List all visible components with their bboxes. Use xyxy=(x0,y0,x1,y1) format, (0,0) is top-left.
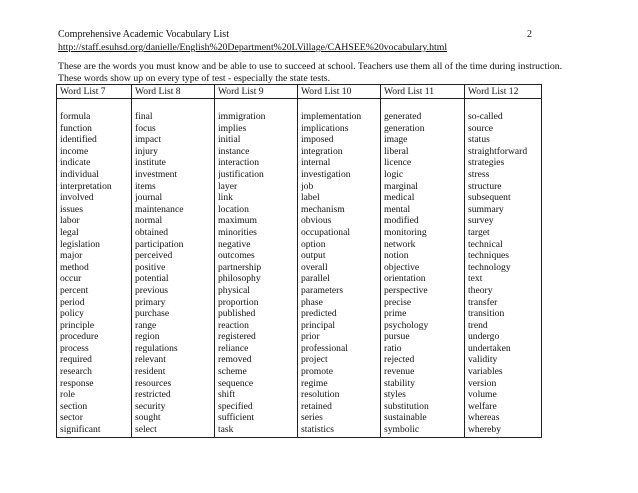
vocabulary-word: injury xyxy=(135,145,158,157)
vocabulary-word: formula xyxy=(60,111,91,122)
vocabulary-word: labor xyxy=(60,215,80,227)
vocabulary-word: physical xyxy=(218,284,250,296)
header-row xyxy=(58,28,532,41)
vocabulary-word: internal xyxy=(301,157,331,169)
vocabulary-word: parameters xyxy=(301,284,344,296)
source-url-link[interactable]: http://staff.esuhsd.org/danielle/English%20Department%20LVillage/CAHSEE%20vocabulary.html xyxy=(58,42,448,53)
vocabulary-word: minorities xyxy=(218,226,257,238)
vocabulary-word: mental xyxy=(384,203,411,215)
vocabulary-word: income xyxy=(60,145,89,157)
vocabulary-table xyxy=(56,84,542,438)
vocabulary-word: previous xyxy=(135,284,169,296)
vocabulary-word: published xyxy=(218,308,256,320)
vocabulary-word: obvious xyxy=(301,215,332,227)
vocabulary-word: output xyxy=(301,250,326,262)
vocabulary-word: notion xyxy=(384,250,409,262)
word-list-cell xyxy=(132,99,215,438)
vocabulary-word: validity xyxy=(468,354,498,366)
column-header: Word List 11 xyxy=(381,85,465,99)
vocabulary-word: statistics xyxy=(301,424,335,436)
vocabulary-word: survey xyxy=(468,215,494,227)
vocabulary-word: policy xyxy=(60,308,84,320)
vocabulary-word: maximum xyxy=(218,215,257,227)
vocabulary-word: region xyxy=(135,331,160,343)
vocabulary-word: regime xyxy=(301,377,328,389)
vocabulary-word: perspective xyxy=(384,284,428,296)
vocabulary-word: generation xyxy=(384,122,425,134)
vocabulary-word: research xyxy=(60,366,92,378)
vocabulary-word: technical xyxy=(468,238,503,250)
vocabulary-word: sufficient xyxy=(218,412,255,424)
vocabulary-word: legislation xyxy=(60,238,100,250)
vocabulary-word: section xyxy=(60,400,88,412)
vocabulary-word: job xyxy=(301,180,314,192)
vocabulary-word: structure xyxy=(468,180,502,192)
vocabulary-word: so-called xyxy=(468,111,503,122)
vocabulary-word: trend xyxy=(468,319,488,331)
vocabulary-word: substitution xyxy=(384,400,429,412)
vocabulary-word: philosophy xyxy=(218,273,261,285)
word-list-cell xyxy=(215,99,298,438)
column-header: Word List 10 xyxy=(298,85,381,99)
vocabulary-word: registered xyxy=(218,331,256,343)
vocabulary-word: undergo xyxy=(468,331,500,343)
vocabulary-word: precise xyxy=(384,296,412,308)
vocabulary-word: imposed xyxy=(301,134,334,146)
vocabulary-word: legal xyxy=(60,226,79,238)
table-body-row xyxy=(57,99,542,438)
vocabulary-word: range xyxy=(135,319,157,331)
vocabulary-word: individual xyxy=(60,168,99,180)
vocabulary-word: objective xyxy=(384,261,420,273)
vocabulary-word: network xyxy=(384,238,416,250)
vocabulary-word: techniques xyxy=(468,250,510,262)
vocabulary-word: text xyxy=(468,273,483,285)
document-title: Comprehensive Academic Vocabulary List xyxy=(58,29,229,40)
vocabulary-word: select xyxy=(135,424,157,436)
vocabulary-word: potential xyxy=(135,273,169,285)
vocabulary-word: obtained xyxy=(135,226,169,238)
vocabulary-word: styles xyxy=(384,389,406,401)
vocabulary-word: sought xyxy=(135,412,161,424)
vocabulary-word: project xyxy=(301,354,328,366)
vocabulary-word: source xyxy=(468,122,494,134)
vocabulary-word: justification xyxy=(218,168,264,180)
vocabulary-word: major xyxy=(60,250,83,262)
vocabulary-word: occur xyxy=(60,273,82,285)
vocabulary-word: implementation xyxy=(301,111,362,122)
vocabulary-word: items xyxy=(135,180,156,192)
vocabulary-word: prior xyxy=(301,331,320,343)
table-header-row xyxy=(57,85,542,99)
vocabulary-word: scheme xyxy=(218,366,247,378)
vocabulary-word: removed xyxy=(218,354,252,366)
vocabulary-word: partnership xyxy=(218,261,262,273)
vocabulary-word: link xyxy=(218,192,233,204)
intro-text xyxy=(58,61,563,85)
vocabulary-word: response xyxy=(60,377,94,389)
vocabulary-word: summary xyxy=(468,203,504,215)
vocabulary-word: process xyxy=(60,342,89,354)
vocabulary-word: interpretation xyxy=(60,180,112,192)
vocabulary-word: monitoring xyxy=(384,226,427,238)
vocabulary-word: logic xyxy=(384,168,404,180)
vocabulary-word: immigration xyxy=(218,111,266,122)
vocabulary-word: welfare xyxy=(468,400,497,412)
vocabulary-word: layer xyxy=(218,180,238,192)
vocabulary-word: revenue xyxy=(384,366,415,378)
vocabulary-word: target xyxy=(468,226,490,238)
vocabulary-word: implies xyxy=(218,122,247,134)
vocabulary-word: modified xyxy=(384,215,419,227)
vocabulary-word: status xyxy=(468,134,490,146)
word-list-cell xyxy=(465,99,542,438)
vocabulary-word: ratio xyxy=(384,342,402,354)
vocabulary-word: orientation xyxy=(384,273,426,285)
vocabulary-word: shift xyxy=(218,389,236,401)
vocabulary-word: issues xyxy=(60,203,83,215)
column-header: Word List 8 xyxy=(132,85,215,99)
vocabulary-word: marginal xyxy=(384,180,418,192)
vocabulary-word: period xyxy=(60,296,85,308)
vocabulary-word: impact xyxy=(135,134,162,146)
vocabulary-word: professional xyxy=(301,342,348,354)
intro-line-1: These are the words you must know and be able to use to succeed at school. Teachers use them all of the time during instruction. xyxy=(58,61,563,72)
vocabulary-word: relevant xyxy=(135,354,166,366)
vocabulary-word: predicted xyxy=(301,308,337,320)
vocabulary-word: implications xyxy=(301,122,349,134)
vocabulary-word: sector xyxy=(60,412,83,424)
vocabulary-word: option xyxy=(301,238,326,250)
vocabulary-word: strategies xyxy=(468,157,505,169)
vocabulary-word: image xyxy=(384,134,408,146)
vocabulary-word: volume xyxy=(468,389,497,401)
vocabulary-word: restricted xyxy=(135,389,171,401)
column-header: Word List 7 xyxy=(57,85,132,99)
vocabulary-word: sequence xyxy=(218,377,254,389)
vocabulary-word: transition xyxy=(468,308,505,320)
vocabulary-word: investment xyxy=(135,168,178,180)
vocabulary-word: resolution xyxy=(301,389,340,401)
vocabulary-word: reaction xyxy=(218,319,249,331)
vocabulary-word: positive xyxy=(135,261,166,273)
vocabulary-word: principle xyxy=(60,319,95,331)
word-list-cell xyxy=(57,99,132,438)
vocabulary-word: resident xyxy=(135,366,166,378)
vocabulary-word: subsequent xyxy=(468,192,511,204)
vocabulary-word: reliance xyxy=(218,342,249,354)
vocabulary-word: symbolic xyxy=(384,424,420,436)
vocabulary-word: maintenance xyxy=(135,203,184,215)
vocabulary-word: mechanism xyxy=(301,203,345,215)
vocabulary-word: task xyxy=(218,424,234,436)
vocabulary-word: indicate xyxy=(60,157,91,169)
vocabulary-word: rejected xyxy=(384,354,415,366)
vocabulary-word: promote xyxy=(301,366,333,378)
vocabulary-word: sustainable xyxy=(384,412,427,424)
page-number: 2 xyxy=(527,29,532,40)
column-header: Word List 9 xyxy=(215,85,298,99)
vocabulary-word: proportion xyxy=(218,296,259,308)
word-list-cell xyxy=(381,99,465,438)
vocabulary-word: retained xyxy=(301,400,332,412)
vocabulary-word: initial xyxy=(218,134,241,146)
column-header: Word List 12 xyxy=(465,85,542,99)
vocabulary-word: whereas xyxy=(468,412,500,424)
vocabulary-word: negative xyxy=(218,238,251,250)
page-header xyxy=(58,28,532,54)
vocabulary-word: undertaken xyxy=(468,342,511,354)
vocabulary-word: purchase xyxy=(135,308,170,320)
vocabulary-word: instance xyxy=(218,145,250,157)
vocabulary-word: percent xyxy=(60,284,89,296)
vocabulary-word: technology xyxy=(468,261,511,273)
vocabulary-word: liberal xyxy=(384,145,409,157)
vocabulary-word: theory xyxy=(468,284,493,296)
vocabulary-word: occupational xyxy=(301,226,351,238)
vocabulary-word: primary xyxy=(135,296,166,308)
vocabulary-word: generated xyxy=(384,111,422,122)
vocabulary-word: institute xyxy=(135,157,166,169)
vocabulary-word: identified xyxy=(60,134,97,146)
vocabulary-word: specified xyxy=(218,400,253,412)
vocabulary-word: stability xyxy=(384,377,415,389)
vocabulary-word: participation xyxy=(135,238,184,250)
vocabulary-word: psychology xyxy=(384,319,429,331)
vocabulary-word: role xyxy=(60,389,75,401)
vocabulary-word: investigation xyxy=(301,168,351,180)
vocabulary-word: version xyxy=(468,377,497,389)
vocabulary-word: overall xyxy=(301,261,328,273)
vocabulary-word: journal xyxy=(135,192,163,204)
vocabulary-word: focus xyxy=(135,122,156,134)
vocabulary-word: resources xyxy=(135,377,172,389)
vocabulary-word: perceived xyxy=(135,250,173,262)
vocabulary-word: integration xyxy=(301,145,343,157)
vocabulary-word: method xyxy=(60,261,89,273)
vocabulary-word: whereby xyxy=(468,424,502,436)
vocabulary-word: series xyxy=(301,412,323,424)
vocabulary-word: location xyxy=(218,203,249,215)
vocabulary-word: parallel xyxy=(301,273,330,285)
vocabulary-word: final xyxy=(135,111,153,122)
vocabulary-word: straightforward xyxy=(468,145,528,157)
vocabulary-word: function xyxy=(60,122,92,134)
vocabulary-word: label xyxy=(301,192,320,204)
vocabulary-word: significant xyxy=(60,424,101,436)
vocabulary-word: procedure xyxy=(60,331,99,343)
vocabulary-word: phase xyxy=(301,296,323,308)
vocabulary-word: regulations xyxy=(135,342,178,354)
word-list-cell xyxy=(298,99,381,438)
vocabulary-word: security xyxy=(135,400,166,412)
vocabulary-word: transfer xyxy=(468,296,498,308)
vocabulary-word: medical xyxy=(384,192,415,204)
vocabulary-word: outcomes xyxy=(218,250,255,262)
vocabulary-word: involved xyxy=(60,192,94,204)
vocabulary-word: interaction xyxy=(218,157,260,169)
vocabulary-word: prime xyxy=(384,308,407,320)
vocabulary-word: variables xyxy=(468,366,503,378)
vocabulary-word: principal xyxy=(301,319,336,331)
vocabulary-word: pursue xyxy=(384,331,410,343)
vocabulary-word: normal xyxy=(135,215,163,227)
vocabulary-word: stress xyxy=(468,168,490,180)
intro-line-2: These words show up on every type of test - especially the state tests. xyxy=(58,73,331,84)
vocabulary-word: required xyxy=(60,354,92,366)
vocabulary-word: licence xyxy=(384,157,412,169)
